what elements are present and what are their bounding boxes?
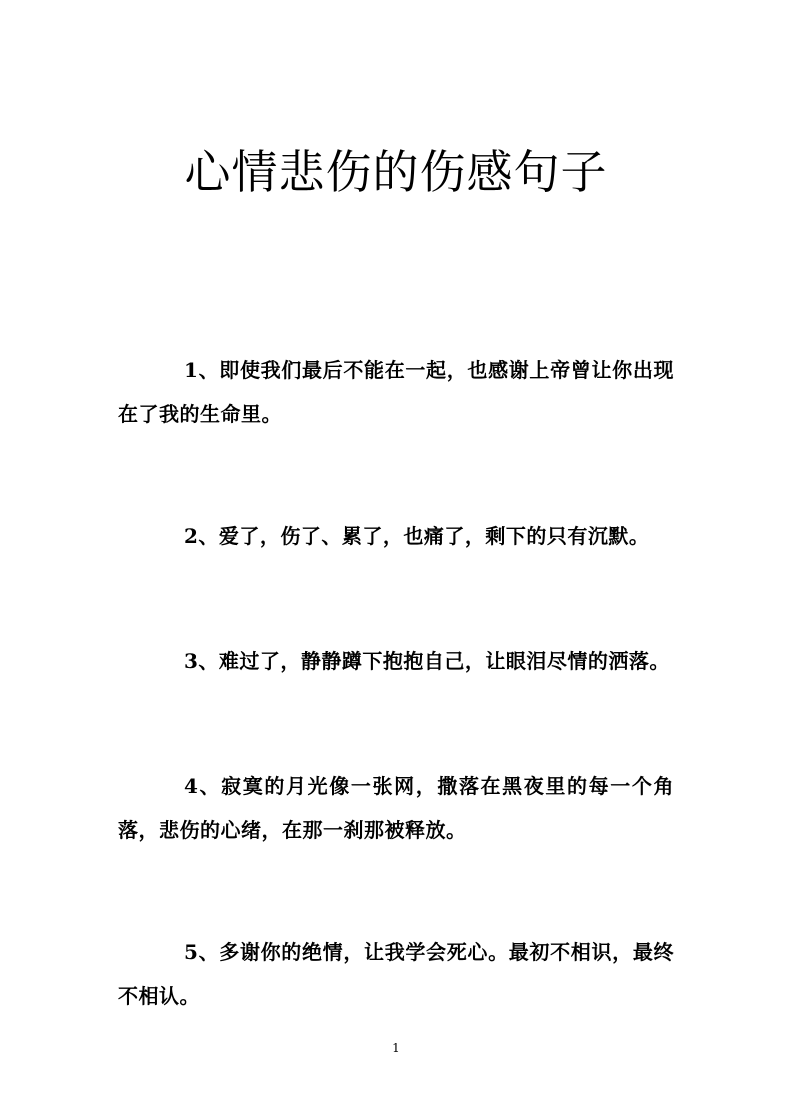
paragraph-2: 2、爱了，伤了、累了，也痛了，剩下的只有沉默。 [184,524,650,548]
paragraph-3: 3、难过了，静静蹲下抱抱自己，让眼泪尽情的洒落。 [184,649,670,673]
document-title: 心情悲伤的伤感句子 [184,145,608,199]
paragraph-5: 5、多谢你的绝情，让我学会死心。最初不相识，最终不相认。 [118,940,674,1008]
paragraph-1: 1、即使我们最后不能在一起，也感谢上帝曾让你出现在了我的生命里。 [118,358,674,426]
paragraph-4: 4、寂寞的月光像一张网，撒落在黑夜里的每一个角落，悲伤的心绪，在那一刹那被释放。 [118,774,674,842]
page-number: 1 [392,1041,400,1055]
